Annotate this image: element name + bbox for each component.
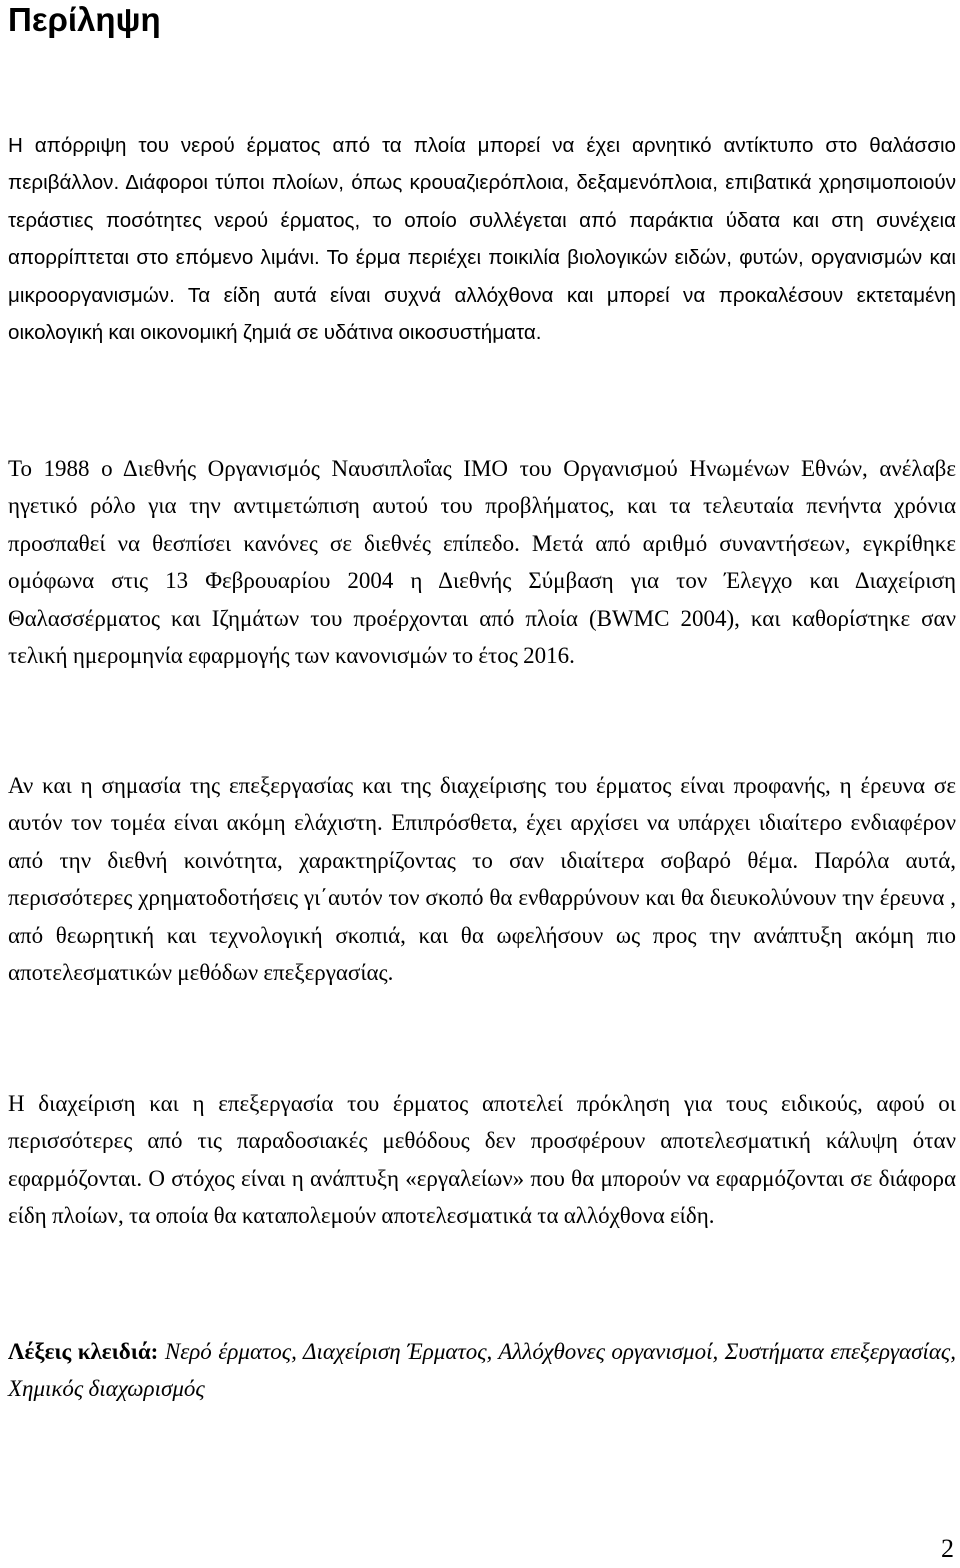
abstract-paragraph-4: Η διαχείριση και η επεξεργασία του έρματος αποτελεί πρόκληση για τους ειδικούς, αφού οι περισσότερες από τις παραδοσιακές μεθόδους δεν προσφέρουν αποτελεσματική κάλυψη όταν εφαρμόζονται. Ο στόχος είναι η ανάπτυξη «εργαλείων» που θα μπορούν να εφαρμόζονται σε διάφορα είδη πλοίων, τα οποία θα καταπολεμούν αποτελεσματικά τα αλλόχθονα είδη. [8,1091,956,1229]
page-title: Περίληψη [8,1,161,38]
keywords [8,1333,956,1408]
keywords-label: Λέξεις κλειδιά: [8,1339,159,1364]
page-number: 2 [941,1534,954,1563]
keywords-list: Νερό έρματος, Διαχείριση Έρματος, Αλλόχθονες οργανισμοί, Συστήματα επεξεργασίας, Χημικός διαχωρισμός [8,1339,957,1402]
abstract-paragraph-2: Το 1988 ο Διεθνής Οργανισμός Ναυσιπλοΐας ΙΜΟ του Οργανισμού Ηνωμένων Εθνών, ανέλαβε ηγετικό ρόλο για την αντιμετώπιση αυτού του προβλήματος, και τα τελευταία πενήντα χρόνια προσπαθεί να θεσπίσει κανόνες σε διεθνές επίπεδο. Μετά από αριθμό συναντήσεων, εγκρίθηκε ομόφωνα στις 13 Φεβρουαρίου 2004 η Διεθνής Σύμβαση για τον Έλεγχο και Διαχείριση Θαλασσέρματος και Ιζημάτων του προέρχονται από πλοία (BWMC 2004), και καθορίστηκε σαν τελική ημερομηνία εφαρμογής των κανονισμών το έτος 2016. [8,456,956,669]
abstract-paragraph-3: Αν και η σημασία της επεξεργασίας και της διαχείρισης του έρματος είναι προφανής, η έρευνα σε αυτόν τον τομέα είναι ακόμη ελάχιστη. Επιπρόσθετα, έχει αρχίσει να υπάρχει ιδιαίτερο ενδιαφέρον από την διεθνή κοινότητα, χαρακτηρίζοντας το σαν ιδιαίτερα σοβαρό θέμα. Παρόλα αυτά, περισσότερες χρηματοδοτήσεις γι΄αυτόν τον σκοπό θα ενθαρρύνουν και θα διευκολύνουν την έρευνα , από θεωρητική και τεχνολογική σκοπιά, και θα ωφελήσουν ως προς την ανάπτυξη ακόμη πιο αποτελεσματικών μεθόδων επεξεργασίας. [8,773,956,986]
abstract-paragraph-1: Η απόρριψη του νερού έρματος από τα πλοία μπορεί να έχει αρνητικό αντίκτυπο στο θαλάσσιο περιβάλλον. Διάφοροι τύποι πλοίων, όπως κρουαζιερόπλοια, δεξαμενόπλοια, επιβατικά χρησιμοποιούν τεράστιες ποσότητες νερού έρματος, το οποίο συλλέγεται από παράκτια ύδατα και στη συνέχεια απορρίπτεται στο επόμενο λιμάνι. Το έρμα περιέχει ποικιλία βιολογικών ειδών, φυτών, οργανισμών και μικροοργανισμών. Τα είδη αυτά είναι συχνά αλλόχθονα και μπορεί να προκαλέσουν εκτεταμένη οικολογική και οικονομική ζημιά σε υδάτινα οικοσυστήματα. [8,134,956,345]
